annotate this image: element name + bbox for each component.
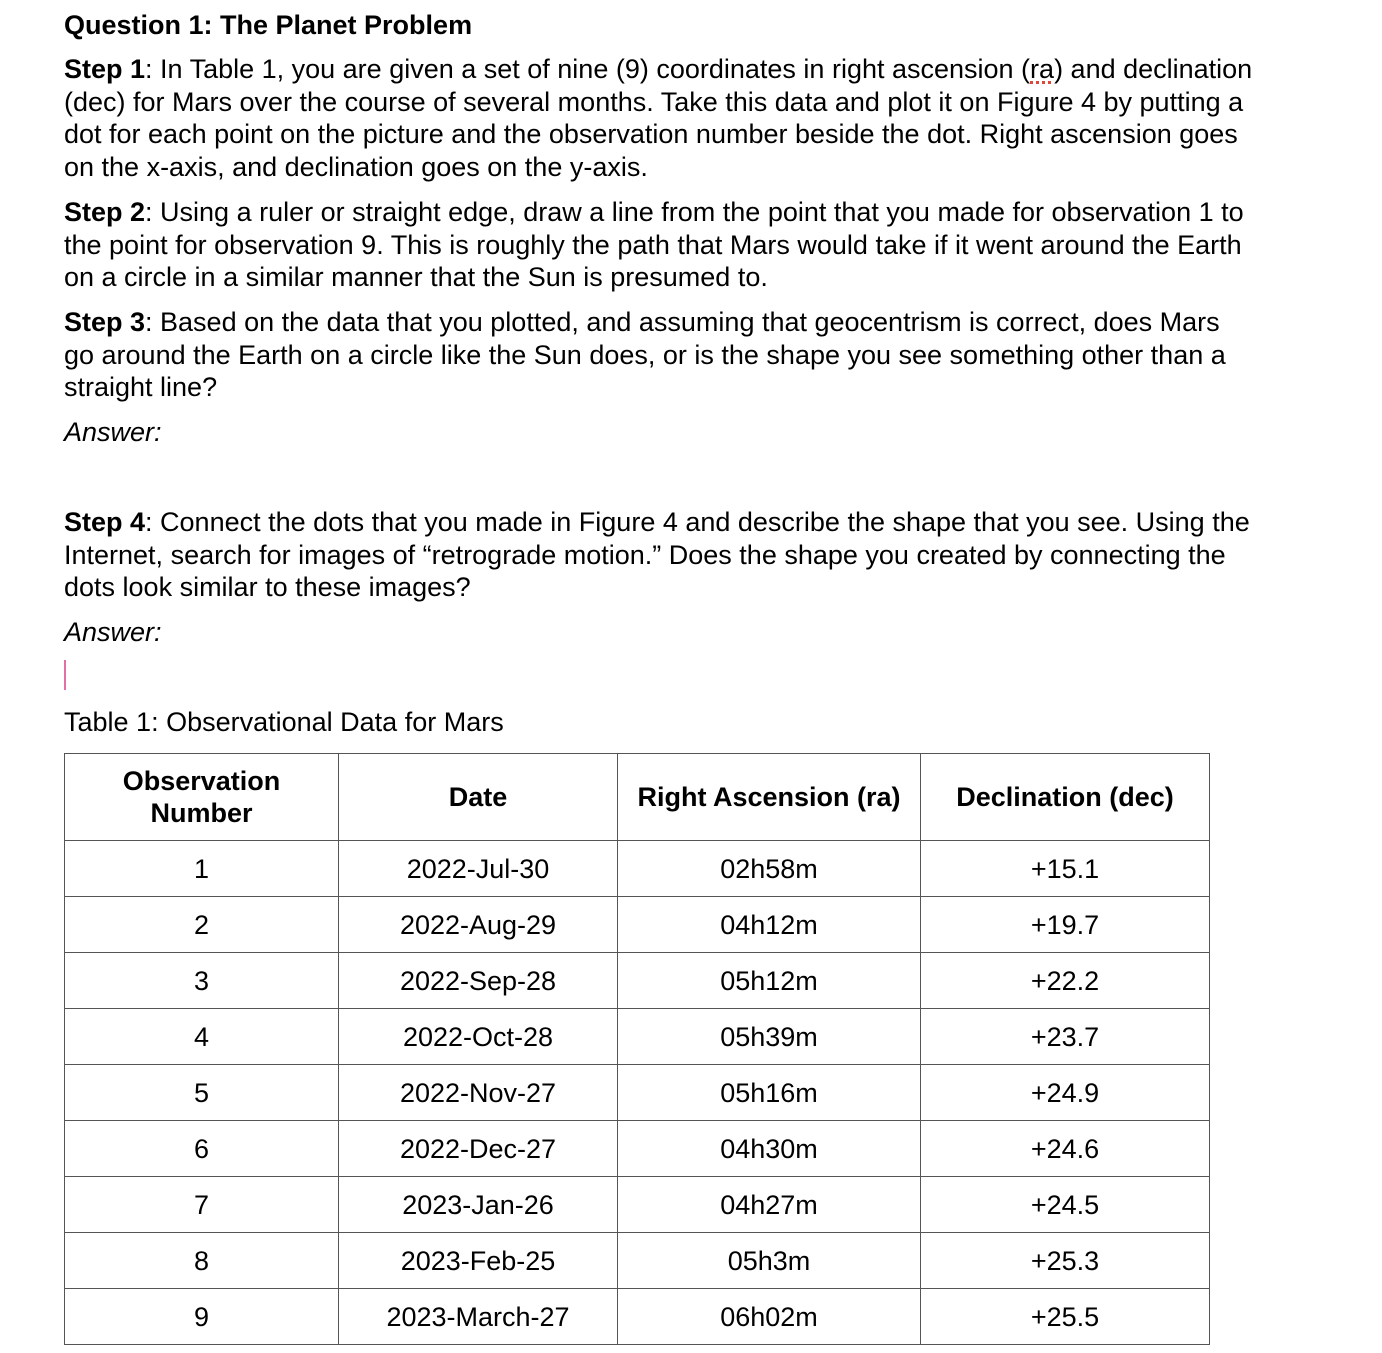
header-right-ascension: Right Ascension (ra)	[618, 754, 921, 841]
table-row	[65, 1177, 1210, 1233]
cell-observation-number: 9	[65, 1289, 339, 1345]
cell-declination: +24.9	[921, 1065, 1210, 1121]
cell-declination: +19.7	[921, 897, 1210, 953]
table-row	[65, 1065, 1210, 1121]
table-row	[65, 1121, 1210, 1177]
mars-observation-table	[64, 753, 1210, 1345]
step-4-label: Step 4	[64, 507, 146, 537]
cell-declination: +24.5	[921, 1177, 1210, 1233]
step-3-label: Step 3	[64, 307, 146, 337]
cell-date: 2022-Jul-30	[339, 841, 618, 897]
cell-date: 2022-Dec-27	[339, 1121, 618, 1177]
spellcheck-flagged-word[interactable]: ra	[1030, 54, 1055, 84]
cell-declination: +22.2	[921, 953, 1210, 1009]
step-1-text-after: ) and declination (dec) for Mars over the course of several months. Take this data and plot it on Figure 4 by putting a dot for each point on the picture and the observation number beside the dot. Right ascension goes on the x-axis, and declination goes on the y-axis.	[64, 54, 1253, 182]
step-4-paragraph	[64, 506, 1254, 604]
question-title: Question 1: The Planet Problem	[64, 10, 473, 40]
cell-declination: +24.6	[921, 1121, 1210, 1177]
cell-right-ascension: 05h39m	[618, 1009, 921, 1065]
step-4-text: : Connect the dots that you made in Figure 4 and describe the shape that you see. Using the Internet, search for images of “retrograde motion.” Does the shape you created by connecting the dots look similar to these images?	[64, 507, 1250, 602]
table-row	[65, 1009, 1210, 1065]
cell-declination: +23.7	[921, 1009, 1210, 1065]
cell-right-ascension: 04h12m	[618, 897, 921, 953]
cell-right-ascension: 04h27m	[618, 1177, 921, 1233]
cell-observation-number: 7	[65, 1177, 339, 1233]
cell-observation-number: 4	[65, 1009, 339, 1065]
step-1-paragraph	[64, 53, 1254, 183]
table-header-row	[65, 754, 1210, 841]
cell-observation-number: 6	[65, 1121, 339, 1177]
cell-date: 2022-Sep-28	[339, 953, 618, 1009]
step-2-paragraph	[64, 196, 1254, 294]
table-caption: Table 1: Observational Data for Mars	[64, 707, 504, 737]
table-row	[65, 897, 1210, 953]
cell-right-ascension: 06h02m	[618, 1289, 921, 1345]
cell-date: 2023-March-27	[339, 1289, 618, 1345]
header-declination: Declination (dec)	[921, 754, 1210, 841]
step-3-paragraph	[64, 306, 1254, 404]
cell-declination: +15.1	[921, 841, 1210, 897]
header-observation-number: Observation Number	[65, 754, 339, 841]
step-2-label: Step 2	[64, 197, 146, 227]
step-1-label: Step 1	[64, 54, 146, 84]
table-row	[65, 841, 1210, 897]
cell-date: 2023-Feb-25	[339, 1233, 618, 1289]
cell-right-ascension: 02h58m	[618, 841, 921, 897]
cell-declination: +25.3	[921, 1233, 1210, 1289]
cell-right-ascension: 05h12m	[618, 953, 921, 1009]
cell-right-ascension: 04h30m	[618, 1121, 921, 1177]
cell-observation-number: 2	[65, 897, 339, 953]
cell-observation-number: 1	[65, 841, 339, 897]
table-row	[65, 953, 1210, 1009]
cell-date: 2022-Aug-29	[339, 897, 618, 953]
cell-right-ascension: 05h3m	[618, 1233, 921, 1289]
cell-observation-number: 8	[65, 1233, 339, 1289]
cell-date: 2023-Jan-26	[339, 1177, 618, 1233]
cell-date: 2022-Oct-28	[339, 1009, 618, 1065]
cell-right-ascension: 05h16m	[618, 1065, 921, 1121]
step-2-text: : Using a ruler or straight edge, draw a line from the point that you made for observation 1 to the point for observation 9. This is roughly the path that Mars would take if it went around the Earth on a circle in a similar manner that the Sun is presumed to.	[64, 197, 1244, 292]
step-4-answer-label: Answer:	[64, 617, 162, 647]
step-3-answer-label: Answer:	[64, 417, 162, 447]
cell-declination: +25.5	[921, 1289, 1210, 1345]
text-cursor[interactable]	[64, 660, 66, 690]
cell-observation-number: 5	[65, 1065, 339, 1121]
cell-date: 2022-Nov-27	[339, 1065, 618, 1121]
table-row	[65, 1289, 1210, 1345]
table-row	[65, 1233, 1210, 1289]
header-date: Date	[339, 754, 618, 841]
step-1-text-before: : In Table 1, you are given a set of nine (9) coordinates in right ascension (	[145, 54, 1031, 84]
cell-observation-number: 3	[65, 953, 339, 1009]
step-3-text: : Based on the data that you plotted, and assuming that geocentrism is correct, does Mars go around the Earth on a circle like the Sun does, or is the shape you see something other than a straight line?	[64, 307, 1226, 402]
